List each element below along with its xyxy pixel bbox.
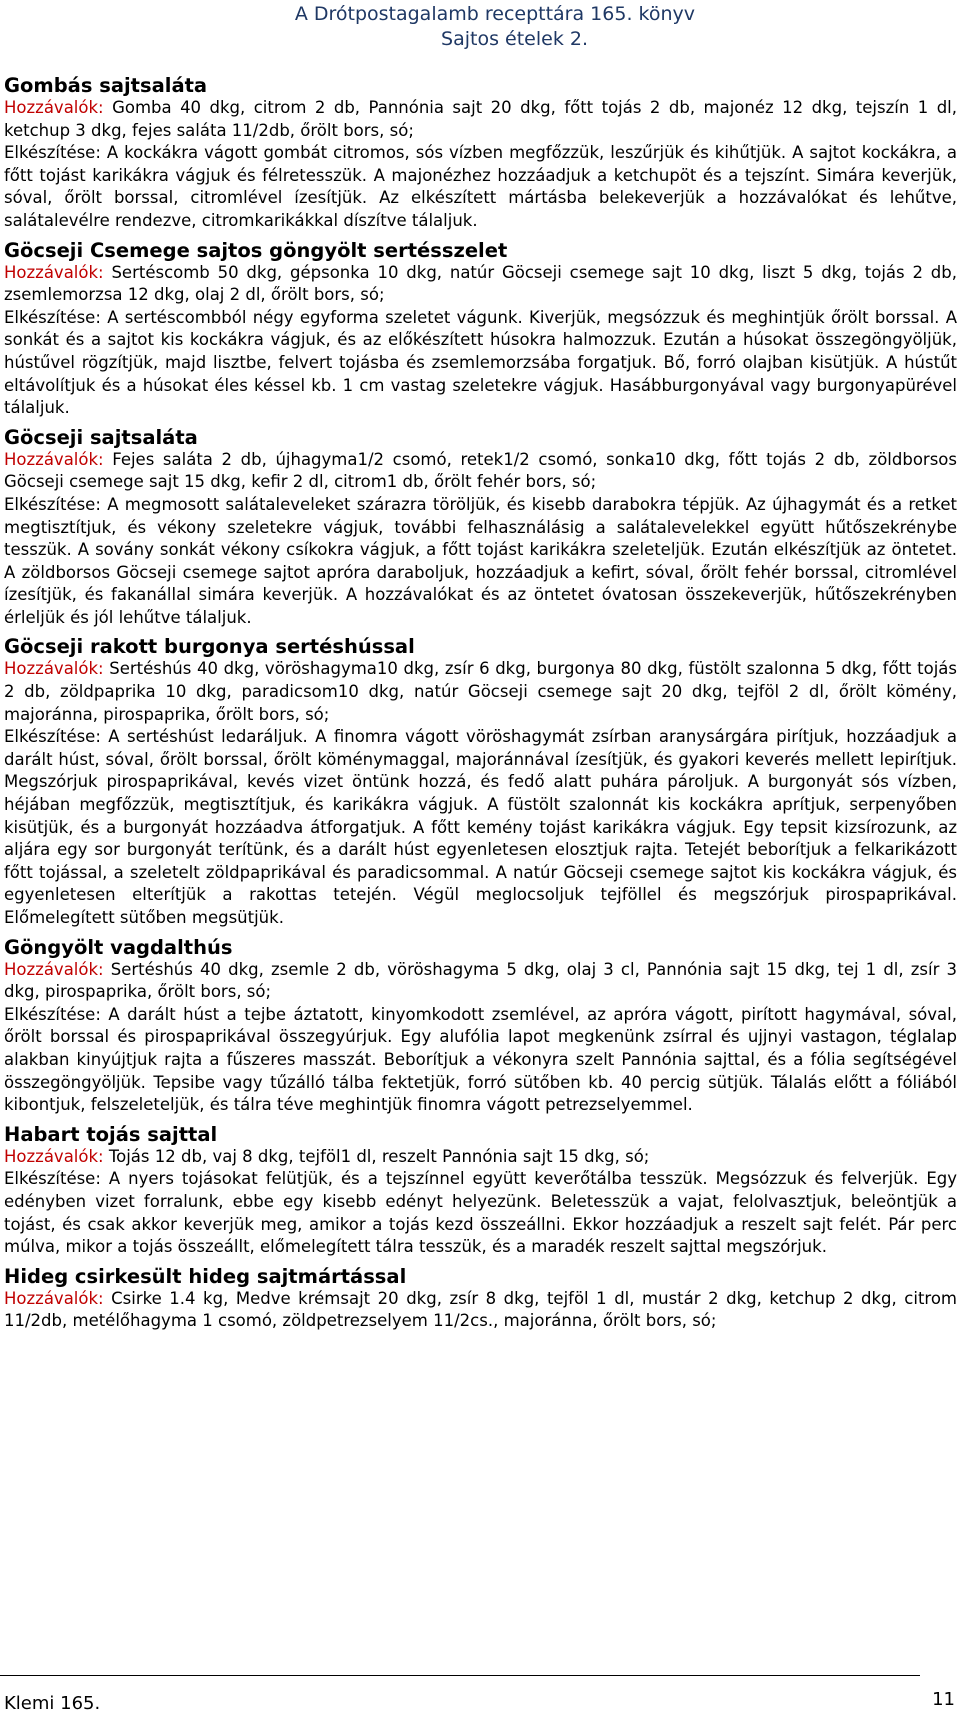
recipe-title: Göngyölt vagdalthús bbox=[4, 935, 233, 959]
ingredients-text: Sertéshús 40 dkg, zsemle 2 db, vöröshagyma 5 dkg, olaj 3 cl, Pannónia sajt 15 dkg, tej 1 dl, zsír 3 dkg, pirospaprika, őrölt bors, só; bbox=[4, 959, 957, 1002]
method-text: A sertéshúst ledaráljuk. A finomra vágott vöröshagymát zsírban aranysárgára pirítjuk, hozzáadjuk a darált húst, sóval, őrölt borssal, őrölt köménymaggal, majoránnával ízesítjük, és gyakori keverés mellett lepirítjuk. Megszórjuk pirospaprikával, kevés vizet öntünk hozzá, és fedő alatt puhára pároljuk. A burgonyát sós vízben, héjában megfőzzük, megtisztítjuk, és karikákra vágjuk. A füstölt szalonnát kis kockákra aprítjuk, serpenyőben kisütjük, és a burgonyát hozzáadva átforgatjuk. A főtt kemény tojást karikákra vágjuk. Egy tepsit kizsírozunk, az aljára egy sor burgonyát terítünk, és a darált húst egyenletesen elosztjuk rajta. Tetejét beborítjuk a felkarikázott főtt tojással, a szeletelt zöldpaprikával és paradicsommal. A natúr Göcseji csemege sajtot kis kockákra vágjuk, és egyenletesen elterítjük a rakottas tetején. Végül meglocsoljuk tejföllel és megszórjuk pirospaprikával. Előmelegített sütőben megsütjük. bbox=[4, 727, 957, 927]
method-label: Elkészítése: bbox=[4, 1169, 101, 1189]
page-number: 11 bbox=[932, 1689, 955, 1710]
ingredients-text: Sertéscomb 50 dkg, gépsonka 10 dkg, natúr Göcseji csemege sajt 10 dkg, liszt 5 dkg, tojás 2 db, zsemlemorzsa 12 dkg, olaj 2 dl, őrölt bors, só; bbox=[4, 262, 957, 305]
recipe-habart-tojas bbox=[4, 1123, 957, 1259]
recipe-ingredients bbox=[4, 262, 957, 307]
ingredients-label: Hozzávalók: bbox=[4, 98, 104, 117]
recipe-ingredients bbox=[4, 658, 957, 726]
recipe-title: Habart tojás sajttal bbox=[4, 1122, 218, 1146]
ingredients-label: Hozzávalók: bbox=[4, 262, 104, 282]
recipe-title: Gombás sajtsaláta bbox=[4, 74, 208, 97]
ingredients-text: Csirke 1.4 kg, Medve krémsajt 20 dkg, zsír 8 dkg, tejföl 1 dl, mustár 2 dkg, ketchup 2 dkg, citrom 11/2db, metélőhagyma 1 csomó, zöldpetrezselyem 11/2cs., majoránna, őrölt bors, só; bbox=[4, 1288, 957, 1331]
recipe-method bbox=[4, 307, 957, 420]
book-title: A Drótpostagalamb recepttára 165. könyv bbox=[294, 3, 695, 25]
recipe-list bbox=[4, 74, 957, 1339]
method-label: Elkészítése: bbox=[4, 727, 101, 747]
ingredients-text: Sertéshús 40 dkg, vöröshagyma10 dkg, zsír 6 dkg, burgonya 80 dkg, füstölt szalonna 5 dkg, főtt tojás 2 db, zöldpaprika 10 dkg, paradicsom10 dkg, natúr Göcseji csemege sajt 20 dkg, tejföl 2 dl, őrölt kömény, majoránna, pirospaprika, őrölt bors, só; bbox=[4, 659, 957, 724]
recipe-ingredients bbox=[4, 449, 957, 494]
recipe-hideg-csirkesult bbox=[4, 1265, 957, 1333]
recipe-gocseji-rakott-burgonya bbox=[4, 635, 957, 929]
recipe-title: Göcseji sajtsaláta bbox=[4, 425, 198, 449]
method-label: Elkészítése: bbox=[4, 307, 101, 327]
ingredients-label: Hozzávalók: bbox=[4, 1146, 104, 1166]
ingredients-label: Hozzávalók: bbox=[4, 959, 104, 979]
chapter-title: Sajtos ételek 2. bbox=[441, 28, 588, 50]
ingredients-text: Tojás 12 db, vaj 8 dkg, tejföl1 dl, reszelt Pannónia sajt 15 dkg, só; bbox=[103, 1146, 650, 1166]
recipe-gongyolt-vagdalthus bbox=[4, 936, 957, 1117]
recipe-ingredients bbox=[4, 1288, 957, 1333]
method-label: Elkészítése: bbox=[4, 494, 101, 514]
ingredients-label: Hozzávalók: bbox=[4, 449, 104, 469]
recipe-ingredients bbox=[4, 1146, 957, 1169]
recipe-method bbox=[4, 1168, 957, 1258]
ingredients-text: Fejes saláta 2 db, újhagyma1/2 csomó, retek1/2 csomó, sonka10 dkg, főtt tojás 2 db, zöldborsos Göcseji csemege sajt 15 dkg, kefir 2 dl, citrom1 db, őrölt fehér bors, só; bbox=[4, 449, 957, 492]
recipe-method bbox=[4, 726, 957, 929]
recipe-ingredients bbox=[4, 97, 957, 142]
recipe-title: Hideg csirkesült hideg sajtmártással bbox=[4, 1264, 407, 1288]
method-label: Elkészítése: bbox=[4, 1004, 101, 1024]
footer-author: Klemi 165. bbox=[4, 1693, 101, 1714]
method-text: A sertéscombból négy egyforma szeletet vágunk. Kiverjük, megsózzuk és meghintjük őrölt borssal. A sonkát és a sajtot kis kockákra vágjuk, és az előkészített húsokra halmozzuk. Ezután a húsokat összegöngyöljük, hústűvel rögzítjük, majd lisztbe, felvert tojásba és zsemlemorzsába forgatjuk. Bő, forró olajban kisütjük. A hústűt eltávolítjuk és a húsokat éles késsel kb. 1 cm vastag szeletekre vágjuk. Hasábburgonyával vagy burgonyapürével tálaljuk. bbox=[4, 307, 957, 418]
recipe-title: Göcseji Csemege sajtos göngyölt sertésszelet bbox=[4, 238, 508, 262]
page-header bbox=[0, 0, 695, 52]
recipe-method bbox=[4, 494, 957, 630]
recipe-title: Göcseji rakott burgonya sertéshússal bbox=[4, 635, 415, 659]
method-text: A kockákra vágott gombát citromos, sós vízben megfőzzük, leszűrjük és kihűtjük. A sajtot kockákra, a főtt tojást karikákra vágjuk és félretesszük. A majonézhez hozzáadjuk a ketchupöt és a tejszínt. Simára keverjük, sóval, őrölt borssal, citromlével ízesítjük. Az elkészített mártásba belekeverjük a hozzávalókat és lehűtve, salátalevélre rendezve, citromkarikákkal díszítve tálaljuk. bbox=[4, 143, 957, 230]
recipe-ingredients bbox=[4, 959, 957, 1004]
ingredients-label: Hozzávalók: bbox=[4, 659, 104, 679]
method-text: A darált húst a tejbe áztatott, kinyomkodott zsemlével, az apróra vágott, pirított hagymával, sóval, őrölt borssal és pirospaprikával összegyúrjuk. Egy alufólia lapot megkenünk zsírral és ujjnyi vastagon, téglalap alakban kinyújtjuk rajta a fűszeres masszát. Beborítjuk a vékonyra szelt Pannónia sajttal, és a fólia segítségével összegöngyöljük. Tepsibe vagy tűzálló tálba fektetjük, forró sütőben kb. 40 percig sütjük. Tálalás előtt a fóliából kibontjuk, felszeleteljük, és tálra téve meghintjük finomra vágott petrezselyemmel. bbox=[4, 1004, 957, 1115]
footer-divider bbox=[0, 1675, 920, 1676]
method-text: A megmosott salátaleveleket szárazra töröljük, és kisebb darabokra tépjük. Az újhagymát és a retket megtisztítjuk, és vékony szeletekre vágjuk, további felhasználásig a salátalevelekkel együtt hűtőszekrénybe tesszük. A sovány sonkát vékony csíkokra vágjuk, a főtt tojást karikákra szeleteljük. Ezután elkészítjük az öntetet. A zöldborsos Göcseji csemege sajtot apróra daraboljuk, hozzáadjuk a kefirt, sóval, őrölt fehér borssal, citromlével ízesítjük, és fakanállal simára keverjük. A hozzávalókat és az öntetet óvatosan összekeverjük, hűtőszekrényben érleljük és jól lehűtve tálaljuk. bbox=[4, 494, 957, 627]
recipe-gocseji-sajtsalata bbox=[4, 426, 957, 630]
method-label: Elkészítése: bbox=[4, 143, 101, 163]
ingredients-label: Hozzávalók: bbox=[4, 1288, 104, 1308]
method-text: A nyers tojásokat felütjük, és a tejszínnel együtt keverőtálba tesszük. Megsózzuk és felverjük. Egy edényben vizet forralunk, ebbe egy kisebb edényt helyezünk. Beletesszük a vajat, felolvasztjuk, beleöntjük a tojást, és csak akkor keverjük meg, amikor a tojás kezd összeállni. Ekkor hozzáadjuk a reszelt sajt felét. Pár perc múlva, mikor a tojás összeállt, előmelegített tálra tesszük, és a maradék reszelt sajttal megszórjuk. bbox=[4, 1169, 957, 1257]
page-footer bbox=[0, 1669, 960, 1729]
recipe-gocseji-sertesszelet bbox=[4, 239, 957, 420]
recipe-gombas-sajtsalata bbox=[4, 74, 957, 233]
recipe-method bbox=[4, 142, 957, 232]
ingredients-text: Gomba 40 dkg, citrom 2 db, Pannónia sajt 20 dkg, főtt tojás 2 db, majonéz 12 dkg, tejszín 1 dl, ketchup 3 dkg, fejes saláta 11/2db, őrölt bors, só; bbox=[4, 98, 957, 140]
recipe-method bbox=[4, 1004, 957, 1117]
